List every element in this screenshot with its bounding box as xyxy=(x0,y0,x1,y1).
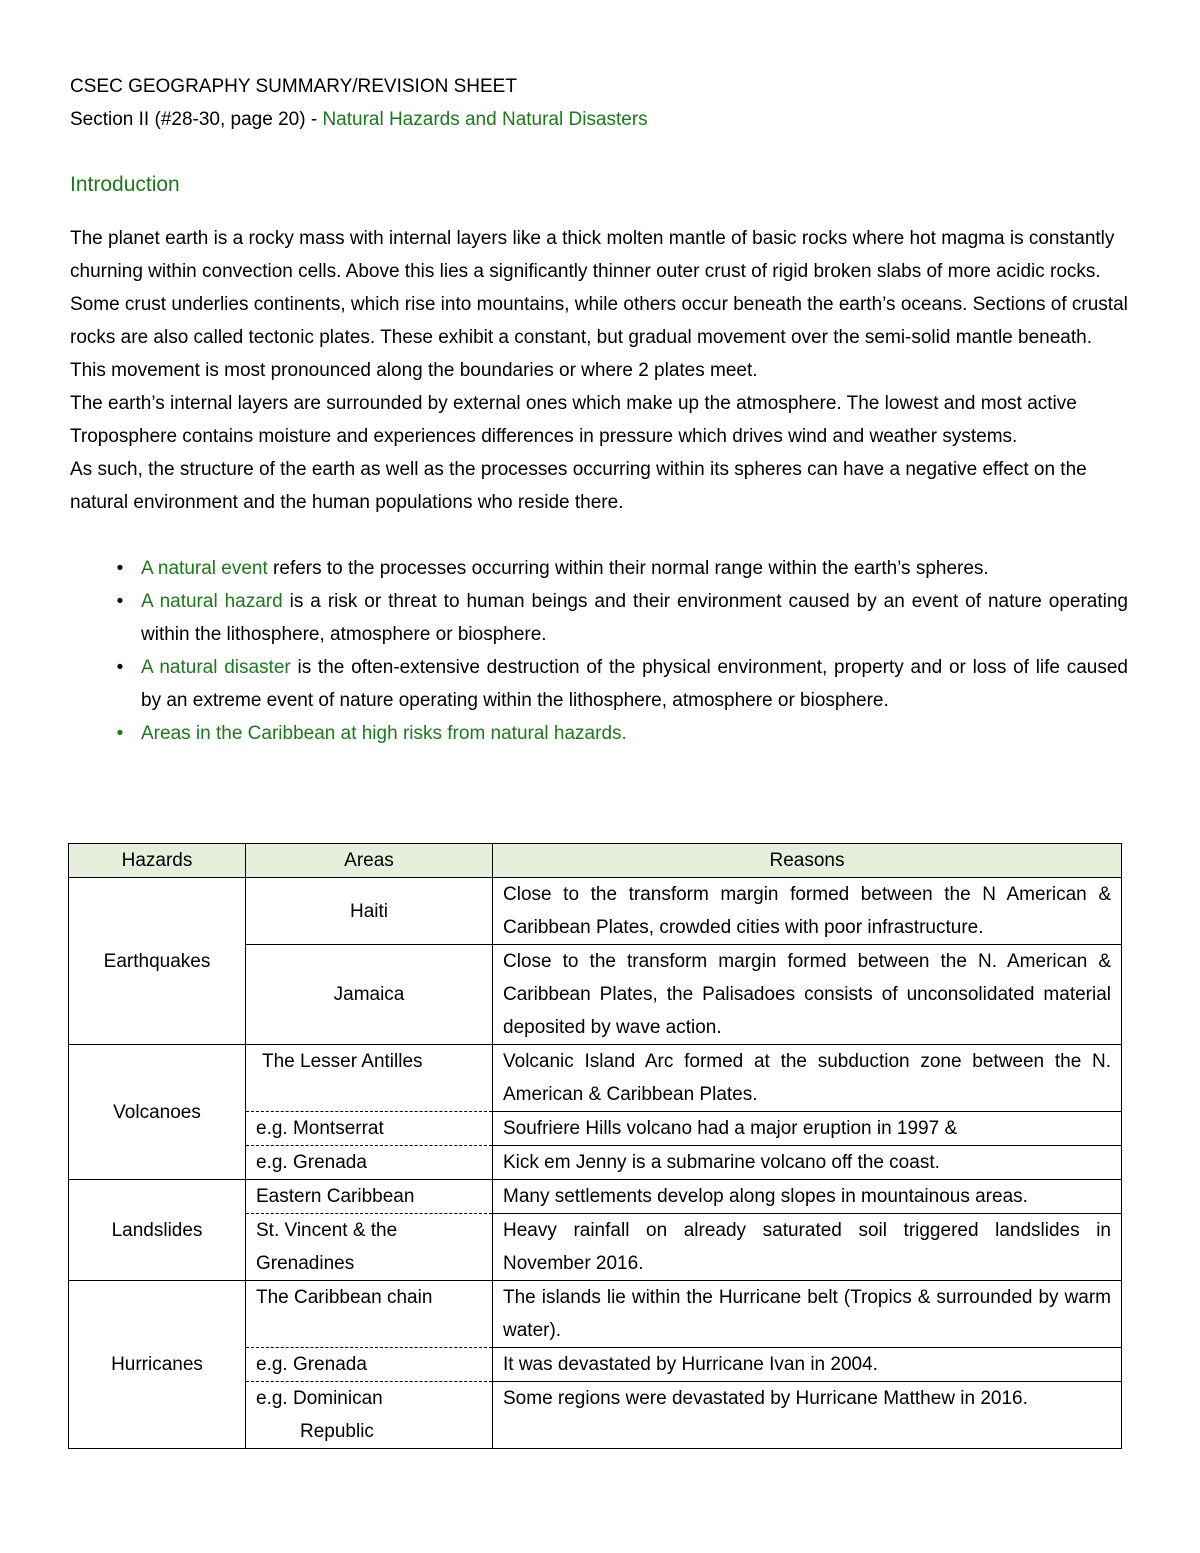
reason-cell: The islands lie within the Hurricane belt (Tropics & surrounded by warm water). xyxy=(493,1281,1122,1348)
reason-cell: Soufriere Hills volcano had a major eruption in 1997 & xyxy=(493,1112,1122,1146)
area-cell xyxy=(246,1382,493,1449)
area-cell: Jamaica xyxy=(246,945,493,1045)
hazard-cell: Volcanoes xyxy=(69,1045,246,1180)
document-page xyxy=(70,70,1128,750)
definition-text: is the often-extensive destruction of the physical environment, property and or loss of life caused by an extreme event of nature operating within the lithosphere, atmosphere or biosphere. xyxy=(141,657,1128,711)
area-cell: St. Vincent & the Grenadines xyxy=(246,1214,493,1281)
bullet-icon: • xyxy=(116,558,124,579)
area-cell: Eastern Caribbean xyxy=(246,1180,493,1214)
reason-cell: Some regions were devastated by Hurricane Matthew in 2016. xyxy=(493,1382,1122,1449)
reason-cell: Many settlements develop along slopes in mountainous areas. xyxy=(493,1180,1122,1214)
hazard-cell: Landslides xyxy=(69,1180,246,1281)
intro-paragraph: The earth’s internal layers are surrounded by external ones which make up the atmosphere. The lowest and most active Troposphere contains moisture and experiences differences in pressure which drives wind and weather systems. xyxy=(70,393,1077,447)
bullet-icon: • xyxy=(116,591,124,612)
section-prefix: Section II (#28-30, page 20) - xyxy=(70,109,323,130)
definitions-list xyxy=(70,552,1128,750)
section-line xyxy=(70,103,1128,136)
table-row xyxy=(69,1281,1122,1348)
definition-term: Areas in the Caribbean at high risks from natural hazards. xyxy=(141,723,627,744)
table-header-row xyxy=(69,844,1122,878)
area-cell: e.g. Grenada xyxy=(246,1146,493,1180)
area-cell: The Caribbean chain xyxy=(246,1281,493,1348)
column-header-hazards: Hazards xyxy=(69,844,246,878)
reason-cell: Close to the transform margin formed between the N. American & Caribbean Plates, the Palisadoes consists of unconsolidated material deposited by wave action. xyxy=(493,945,1122,1045)
definition-text: is a risk or threat to human beings and their environment caused by an event of nature operating within the lithosphere, atmosphere or biosphere. xyxy=(141,591,1128,645)
intro-heading: Introduction xyxy=(70,173,180,196)
definition-term: A natural event xyxy=(141,558,268,579)
definition-term: A natural disaster xyxy=(141,657,291,678)
hazards-table xyxy=(68,843,1122,1449)
table-row xyxy=(69,878,1122,945)
intro-paragraph: The planet earth is a rocky mass with internal layers like a thick molten mantle of basic rocks where hot magma is constantly churning within convection cells. Above this lies a significantly thinner outer crust of rigid broken slabs of more acidic rocks. Some crust underlies continents, which rise into mountains, while others occur beneath the earth’s oceans. Sections of crustal rocks are also called tectonic plates. These exhibit a constant, but gradual movement over the semi-solid mantle beneath. This movement is most pronounced along the boundaries or where 2 plates meet. xyxy=(70,228,1128,381)
intro-paragraph: As such, the structure of the earth as well as the processes occurring within its spheres can have a negative effect on the natural environment and the human populations who reside there. xyxy=(70,459,1087,513)
hazard-cell: Earthquakes xyxy=(69,878,246,1045)
area-cell: The Lesser Antilles xyxy=(246,1045,493,1112)
definition-term: A natural hazard xyxy=(141,591,283,612)
column-header-reasons: Reasons xyxy=(493,844,1122,878)
list-item xyxy=(70,585,1128,651)
bullet-icon: • xyxy=(116,657,124,678)
column-header-areas: Areas xyxy=(246,844,493,878)
bullet-icon: • xyxy=(116,723,124,744)
area-line: e.g. Dominican xyxy=(256,1388,383,1409)
section-topic: Natural Hazards and Natural Disasters xyxy=(322,109,648,130)
area-cell: e.g. Grenada xyxy=(246,1348,493,1382)
reason-cell: Close to the transform margin formed between the N American & Caribbean Plates, crowded cities with poor infrastructure. xyxy=(493,878,1122,945)
list-item xyxy=(70,552,1128,585)
document-title: CSEC GEOGRAPHY SUMMARY/REVISION SHEET xyxy=(70,76,517,97)
table-row xyxy=(69,1045,1122,1112)
table-row xyxy=(69,1180,1122,1214)
list-item xyxy=(70,651,1128,717)
reason-cell: Heavy rainfall on already saturated soil triggered landslides in November 2016. xyxy=(493,1214,1122,1281)
reason-cell: Volcanic Island Arc formed at the subduction zone between the N. American & Caribbean Plates. xyxy=(493,1045,1122,1112)
reason-cell: Kick em Jenny is a submarine volcano off the coast. xyxy=(493,1146,1122,1180)
definition-text: refers to the processes occurring within their normal range within the earth’s spheres. xyxy=(267,558,989,579)
area-cell: e.g. Montserrat xyxy=(246,1112,493,1146)
list-item xyxy=(70,717,1128,750)
reason-cell: It was devastated by Hurricane Ivan in 2004. xyxy=(493,1348,1122,1382)
area-cell: Haiti xyxy=(246,878,493,945)
hazard-cell: Hurricanes xyxy=(69,1281,246,1449)
area-line: Republic xyxy=(300,1421,374,1442)
